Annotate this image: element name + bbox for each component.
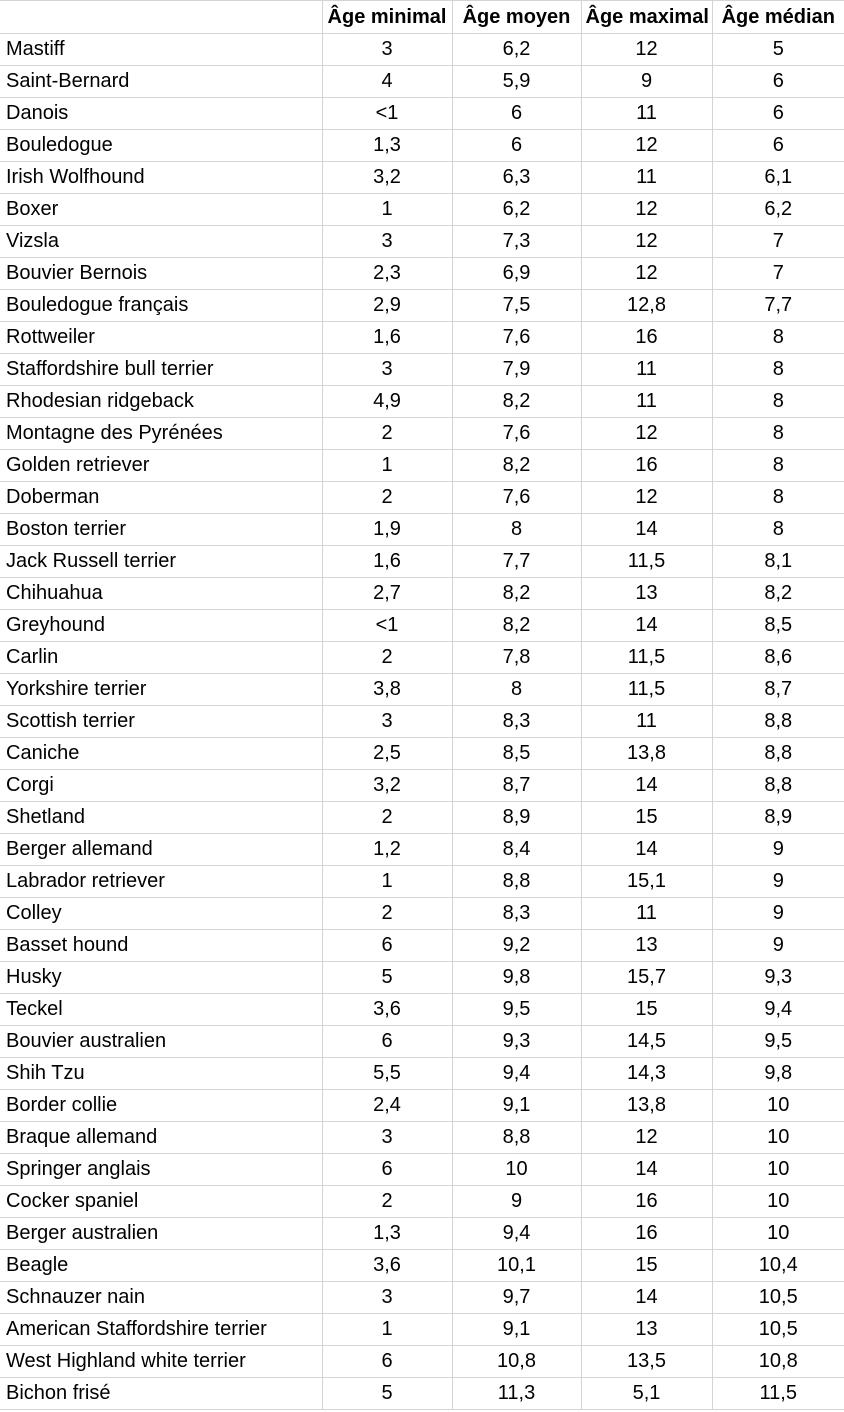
median-age-cell[interactable]: 8,1 bbox=[712, 546, 844, 578]
max-age-cell[interactable]: 15 bbox=[581, 1250, 712, 1282]
median-age-cell[interactable]: 7 bbox=[712, 258, 844, 290]
median-age-cell[interactable]: 10 bbox=[712, 1090, 844, 1122]
breed-name-cell[interactable]: American Staffordshire terrier bbox=[0, 1314, 322, 1346]
max-age-cell[interactable]: 11 bbox=[581, 898, 712, 930]
min-age-cell[interactable]: 2 bbox=[322, 1186, 452, 1218]
median-age-cell[interactable]: 11,5 bbox=[712, 1378, 844, 1410]
breed-name-cell[interactable]: Bouvier australien bbox=[0, 1026, 322, 1058]
mean-age-cell[interactable]: 8,4 bbox=[452, 834, 581, 866]
min-age-cell[interactable]: 3,2 bbox=[322, 162, 452, 194]
max-age-cell[interactable]: 15 bbox=[581, 994, 712, 1026]
breed-name-cell[interactable]: Basset hound bbox=[0, 930, 322, 962]
max-age-cell[interactable]: 14 bbox=[581, 1282, 712, 1314]
max-age-cell[interactable]: 11,5 bbox=[581, 546, 712, 578]
table-row bbox=[0, 1186, 844, 1218]
min-age-cell[interactable]: 2 bbox=[322, 898, 452, 930]
median-age-cell[interactable]: 6 bbox=[712, 66, 844, 98]
min-age-cell[interactable]: 3 bbox=[322, 1282, 452, 1314]
median-age-cell[interactable]: 8,6 bbox=[712, 642, 844, 674]
breed-name-cell[interactable]: Bouledogue bbox=[0, 130, 322, 162]
median-age-cell[interactable]: 10,4 bbox=[712, 1250, 844, 1282]
breed-name-cell[interactable]: Montagne des Pyrénées bbox=[0, 418, 322, 450]
min-age-cell[interactable]: 3,2 bbox=[322, 770, 452, 802]
min-age-cell[interactable]: 2 bbox=[322, 642, 452, 674]
min-age-cell[interactable]: 1 bbox=[322, 194, 452, 226]
mean-age-cell[interactable]: 6,2 bbox=[452, 34, 581, 66]
mean-age-cell[interactable]: 8 bbox=[452, 514, 581, 546]
breed-name-cell[interactable]: Scottish terrier bbox=[0, 706, 322, 738]
breed-name-cell[interactable]: Colley bbox=[0, 898, 322, 930]
mean-age-cell[interactable]: 9,3 bbox=[452, 1026, 581, 1058]
max-age-cell[interactable]: 12 bbox=[581, 194, 712, 226]
max-age-cell[interactable]: 13,5 bbox=[581, 1346, 712, 1378]
min-age-cell[interactable]: 1,3 bbox=[322, 130, 452, 162]
table-row bbox=[0, 194, 844, 226]
mean-age-cell[interactable]: 8,3 bbox=[452, 706, 581, 738]
breed-name-cell[interactable]: Springer anglais bbox=[0, 1154, 322, 1186]
min-age-cell[interactable]: 1,6 bbox=[322, 546, 452, 578]
mean-age-cell[interactable]: 7,9 bbox=[452, 354, 581, 386]
breed-name-cell[interactable]: Danois bbox=[0, 98, 322, 130]
median-age-cell[interactable]: 8,8 bbox=[712, 706, 844, 738]
table-row bbox=[0, 610, 844, 642]
min-age-cell[interactable]: 3,8 bbox=[322, 674, 452, 706]
breed-name-cell[interactable]: Bouvier Bernois bbox=[0, 258, 322, 290]
median-age-cell[interactable]: 8 bbox=[712, 450, 844, 482]
max-age-cell[interactable]: 15,7 bbox=[581, 962, 712, 994]
max-age-cell[interactable]: 12 bbox=[581, 34, 712, 66]
breed-name-cell[interactable]: Yorkshire terrier bbox=[0, 674, 322, 706]
breed-name-cell[interactable]: Labrador retriever bbox=[0, 866, 322, 898]
max-age-cell[interactable]: 9 bbox=[581, 66, 712, 98]
min-age-cell[interactable]: 3 bbox=[322, 1122, 452, 1154]
breed-name-cell[interactable]: Braque allemand bbox=[0, 1122, 322, 1154]
max-age-cell[interactable]: 14 bbox=[581, 834, 712, 866]
min-age-cell[interactable]: 2,3 bbox=[322, 258, 452, 290]
mean-age-cell[interactable]: 6 bbox=[452, 130, 581, 162]
breed-name-cell[interactable]: Doberman bbox=[0, 482, 322, 514]
min-age-cell[interactable]: 2 bbox=[322, 482, 452, 514]
median-age-cell[interactable]: 8 bbox=[712, 322, 844, 354]
table-row bbox=[0, 962, 844, 994]
max-age-cell[interactable]: 14 bbox=[581, 770, 712, 802]
max-age-cell[interactable]: 16 bbox=[581, 1186, 712, 1218]
mean-age-cell[interactable]: 8,2 bbox=[452, 450, 581, 482]
min-age-cell[interactable]: 4 bbox=[322, 66, 452, 98]
max-age-cell[interactable]: 5,1 bbox=[581, 1378, 712, 1410]
min-age-cell[interactable]: 5,5 bbox=[322, 1058, 452, 1090]
median-age-cell[interactable]: 8 bbox=[712, 386, 844, 418]
mean-age-cell[interactable]: 8,8 bbox=[452, 866, 581, 898]
min-age-cell[interactable]: 1,3 bbox=[322, 1218, 452, 1250]
median-age-cell[interactable]: 8,8 bbox=[712, 738, 844, 770]
min-age-cell[interactable]: 3 bbox=[322, 706, 452, 738]
table-row bbox=[0, 482, 844, 514]
min-age-cell[interactable]: 3,6 bbox=[322, 994, 452, 1026]
table-row bbox=[0, 354, 844, 386]
median-age-cell[interactable]: 8,8 bbox=[712, 770, 844, 802]
median-age-cell[interactable]: 10 bbox=[712, 1218, 844, 1250]
breed-name-cell[interactable]: Carlin bbox=[0, 642, 322, 674]
min-age-cell[interactable]: 2 bbox=[322, 802, 452, 834]
min-age-cell[interactable]: 2,7 bbox=[322, 578, 452, 610]
min-age-cell[interactable]: 6 bbox=[322, 1346, 452, 1378]
breed-name-cell[interactable]: Golden retriever bbox=[0, 450, 322, 482]
median-age-cell[interactable]: 8,2 bbox=[712, 578, 844, 610]
mean-age-cell[interactable]: 7,3 bbox=[452, 226, 581, 258]
table-row bbox=[0, 994, 844, 1026]
table-row bbox=[0, 1058, 844, 1090]
max-age-cell[interactable]: 15 bbox=[581, 802, 712, 834]
table-row bbox=[0, 418, 844, 450]
table-row bbox=[0, 770, 844, 802]
max-age-cell[interactable]: 12 bbox=[581, 130, 712, 162]
median-age-cell[interactable]: 6 bbox=[712, 98, 844, 130]
breed-name-cell[interactable]: Irish Wolfhound bbox=[0, 162, 322, 194]
mean-age-cell[interactable]: 9,8 bbox=[452, 962, 581, 994]
breed-name-cell[interactable]: Bichon frisé bbox=[0, 1378, 322, 1410]
median-age-cell[interactable]: 7,7 bbox=[712, 290, 844, 322]
table-row bbox=[0, 514, 844, 546]
table-row bbox=[0, 226, 844, 258]
breed-name-cell[interactable]: Beagle bbox=[0, 1250, 322, 1282]
mean-age-cell[interactable]: 8 bbox=[452, 674, 581, 706]
median-age-cell[interactable]: 7 bbox=[712, 226, 844, 258]
min-age-cell[interactable]: 2,9 bbox=[322, 290, 452, 322]
mean-age-cell[interactable]: 10,1 bbox=[452, 1250, 581, 1282]
breed-name-cell[interactable]: Shetland bbox=[0, 802, 322, 834]
min-age-cell[interactable]: <1 bbox=[322, 98, 452, 130]
min-age-cell[interactable]: 2 bbox=[322, 418, 452, 450]
max-age-cell[interactable]: 16 bbox=[581, 450, 712, 482]
min-age-cell[interactable]: 4,9 bbox=[322, 386, 452, 418]
min-age-cell[interactable]: 1 bbox=[322, 866, 452, 898]
max-age-cell[interactable]: 11 bbox=[581, 706, 712, 738]
table-row bbox=[0, 866, 844, 898]
header-median-age[interactable]: Âge médian bbox=[712, 1, 844, 34]
table-row bbox=[0, 130, 844, 162]
breed-name-cell[interactable]: Bouledogue français bbox=[0, 290, 322, 322]
median-age-cell[interactable]: 8 bbox=[712, 354, 844, 386]
median-age-cell[interactable]: 6,1 bbox=[712, 162, 844, 194]
median-age-cell[interactable]: 8 bbox=[712, 418, 844, 450]
min-age-cell[interactable]: 3 bbox=[322, 354, 452, 386]
breed-name-cell[interactable]: Schnauzer nain bbox=[0, 1282, 322, 1314]
table-row bbox=[0, 162, 844, 194]
min-age-cell[interactable]: 3,6 bbox=[322, 1250, 452, 1282]
mean-age-cell[interactable]: 8,2 bbox=[452, 578, 581, 610]
mean-age-cell[interactable]: 9,7 bbox=[452, 1282, 581, 1314]
max-age-cell[interactable]: 12 bbox=[581, 1122, 712, 1154]
table-row bbox=[0, 1282, 844, 1314]
table-row bbox=[0, 450, 844, 482]
breed-name-cell[interactable]: Rottweiler bbox=[0, 322, 322, 354]
breed-name-cell[interactable]: Shih Tzu bbox=[0, 1058, 322, 1090]
max-age-cell[interactable]: 14,5 bbox=[581, 1026, 712, 1058]
max-age-cell[interactable]: 11 bbox=[581, 386, 712, 418]
median-age-cell[interactable]: 10,5 bbox=[712, 1282, 844, 1314]
min-age-cell[interactable]: 2,5 bbox=[322, 738, 452, 770]
breed-name-cell[interactable]: Corgi bbox=[0, 770, 322, 802]
table-row bbox=[0, 578, 844, 610]
mean-age-cell[interactable]: 6,2 bbox=[452, 194, 581, 226]
median-age-cell[interactable]: 9 bbox=[712, 930, 844, 962]
max-age-cell[interactable]: 14 bbox=[581, 514, 712, 546]
max-age-cell[interactable]: 11,5 bbox=[581, 642, 712, 674]
breed-name-cell[interactable]: Staffordshire bull terrier bbox=[0, 354, 322, 386]
mean-age-cell[interactable]: 6,3 bbox=[452, 162, 581, 194]
max-age-cell[interactable]: 11,5 bbox=[581, 674, 712, 706]
median-age-cell[interactable]: 9 bbox=[712, 898, 844, 930]
breed-name-cell[interactable]: West Highland white terrier bbox=[0, 1346, 322, 1378]
table-row bbox=[0, 1090, 844, 1122]
breed-name-cell[interactable]: Rhodesian ridgeback bbox=[0, 386, 322, 418]
median-age-cell[interactable]: 9 bbox=[712, 834, 844, 866]
mean-age-cell[interactable]: 7,6 bbox=[452, 482, 581, 514]
table-row bbox=[0, 258, 844, 290]
max-age-cell[interactable]: 11 bbox=[581, 354, 712, 386]
mean-age-cell[interactable]: 9,5 bbox=[452, 994, 581, 1026]
mean-age-cell[interactable]: 9,1 bbox=[452, 1090, 581, 1122]
header-min-age[interactable]: Âge minimal bbox=[322, 1, 452, 34]
median-age-cell[interactable]: 9,4 bbox=[712, 994, 844, 1026]
max-age-cell[interactable]: 15,1 bbox=[581, 866, 712, 898]
table-row bbox=[0, 930, 844, 962]
breed-name-cell[interactable]: Border collie bbox=[0, 1090, 322, 1122]
max-age-cell[interactable]: 13,8 bbox=[581, 738, 712, 770]
min-age-cell[interactable]: 1 bbox=[322, 450, 452, 482]
max-age-cell[interactable]: 16 bbox=[581, 322, 712, 354]
min-age-cell[interactable]: 5 bbox=[322, 1378, 452, 1410]
table-row bbox=[0, 1314, 844, 1346]
breed-name-cell[interactable]: Teckel bbox=[0, 994, 322, 1026]
table-row bbox=[0, 802, 844, 834]
mean-age-cell[interactable]: 5,9 bbox=[452, 66, 581, 98]
mean-age-cell[interactable]: 9,4 bbox=[452, 1218, 581, 1250]
min-age-cell[interactable]: 6 bbox=[322, 1154, 452, 1186]
median-age-cell[interactable]: 6,2 bbox=[712, 194, 844, 226]
mean-age-cell[interactable]: 8,2 bbox=[452, 386, 581, 418]
max-age-cell[interactable]: 12 bbox=[581, 226, 712, 258]
breed-name-cell[interactable]: Jack Russell terrier bbox=[0, 546, 322, 578]
breed-name-cell[interactable]: Cocker spaniel bbox=[0, 1186, 322, 1218]
header-breed[interactable] bbox=[0, 1, 322, 34]
max-age-cell[interactable]: 12 bbox=[581, 418, 712, 450]
max-age-cell[interactable]: 16 bbox=[581, 1218, 712, 1250]
min-age-cell[interactable]: 1,9 bbox=[322, 514, 452, 546]
median-age-cell[interactable]: 9,3 bbox=[712, 962, 844, 994]
median-age-cell[interactable]: 6 bbox=[712, 130, 844, 162]
min-age-cell[interactable]: 6 bbox=[322, 930, 452, 962]
breed-name-cell[interactable]: Vizsla bbox=[0, 226, 322, 258]
table-row bbox=[0, 1122, 844, 1154]
mean-age-cell[interactable]: 7,7 bbox=[452, 546, 581, 578]
table-body bbox=[0, 34, 844, 1410]
table-row bbox=[0, 1218, 844, 1250]
median-age-cell[interactable]: 9,8 bbox=[712, 1058, 844, 1090]
mean-age-cell[interactable]: 7,5 bbox=[452, 290, 581, 322]
table-row bbox=[0, 290, 844, 322]
max-age-cell[interactable]: 14 bbox=[581, 610, 712, 642]
table-row bbox=[0, 674, 844, 706]
table-row bbox=[0, 322, 844, 354]
breed-name-cell[interactable]: Berger allemand bbox=[0, 834, 322, 866]
breed-name-cell[interactable]: Boston terrier bbox=[0, 514, 322, 546]
min-age-cell[interactable]: 3 bbox=[322, 226, 452, 258]
max-age-cell[interactable]: 14,3 bbox=[581, 1058, 712, 1090]
table-row bbox=[0, 1026, 844, 1058]
median-age-cell[interactable]: 8 bbox=[712, 514, 844, 546]
max-age-cell[interactable]: 13 bbox=[581, 578, 712, 610]
min-age-cell[interactable]: 6 bbox=[322, 1026, 452, 1058]
table-row bbox=[0, 898, 844, 930]
mean-age-cell[interactable]: 9,4 bbox=[452, 1058, 581, 1090]
table-row bbox=[0, 546, 844, 578]
table-row bbox=[0, 834, 844, 866]
breed-name-cell[interactable]: Chihuahua bbox=[0, 578, 322, 610]
min-age-cell[interactable]: 1,6 bbox=[322, 322, 452, 354]
mean-age-cell[interactable]: 8,7 bbox=[452, 770, 581, 802]
min-age-cell[interactable]: 1 bbox=[322, 1314, 452, 1346]
breed-name-cell[interactable]: Caniche bbox=[0, 738, 322, 770]
median-age-cell[interactable]: 5 bbox=[712, 34, 844, 66]
min-age-cell[interactable]: 3 bbox=[322, 34, 452, 66]
mean-age-cell[interactable]: 6,9 bbox=[452, 258, 581, 290]
mean-age-cell[interactable]: 10,8 bbox=[452, 1346, 581, 1378]
mean-age-cell[interactable]: 7,6 bbox=[452, 322, 581, 354]
mean-age-cell[interactable]: 8,5 bbox=[452, 738, 581, 770]
table-row bbox=[0, 66, 844, 98]
min-age-cell[interactable]: 5 bbox=[322, 962, 452, 994]
mean-age-cell[interactable]: 10 bbox=[452, 1154, 581, 1186]
breed-name-cell[interactable]: Saint-Bernard bbox=[0, 66, 322, 98]
min-age-cell[interactable]: <1 bbox=[322, 610, 452, 642]
min-age-cell[interactable]: 2,4 bbox=[322, 1090, 452, 1122]
median-age-cell[interactable]: 8,5 bbox=[712, 610, 844, 642]
breed-name-cell[interactable]: Greyhound bbox=[0, 610, 322, 642]
max-age-cell[interactable]: 13,8 bbox=[581, 1090, 712, 1122]
table-row bbox=[0, 1378, 844, 1410]
max-age-cell[interactable]: 13 bbox=[581, 930, 712, 962]
mean-age-cell[interactable]: 11,3 bbox=[452, 1378, 581, 1410]
table-row bbox=[0, 386, 844, 418]
breed-name-cell[interactable]: Boxer bbox=[0, 194, 322, 226]
max-age-cell[interactable]: 11 bbox=[581, 162, 712, 194]
breed-name-cell[interactable]: Mastiff bbox=[0, 34, 322, 66]
table-row bbox=[0, 1250, 844, 1282]
table-row bbox=[0, 1346, 844, 1378]
median-age-cell[interactable]: 8 bbox=[712, 482, 844, 514]
median-age-cell[interactable]: 10,5 bbox=[712, 1314, 844, 1346]
mean-age-cell[interactable]: 8,2 bbox=[452, 610, 581, 642]
breed-name-cell[interactable]: Husky bbox=[0, 962, 322, 994]
median-age-cell[interactable]: 9,5 bbox=[712, 1026, 844, 1058]
table-row bbox=[0, 706, 844, 738]
header-max-age[interactable]: Âge maximal bbox=[581, 1, 712, 34]
mean-age-cell[interactable]: 8,8 bbox=[452, 1122, 581, 1154]
max-age-cell[interactable]: 11 bbox=[581, 98, 712, 130]
min-age-cell[interactable]: 1,2 bbox=[322, 834, 452, 866]
mean-age-cell[interactable]: 6 bbox=[452, 98, 581, 130]
median-age-cell[interactable]: 8,9 bbox=[712, 802, 844, 834]
mean-age-cell[interactable]: 8,3 bbox=[452, 898, 581, 930]
table-row bbox=[0, 738, 844, 770]
mean-age-cell[interactable]: 7,8 bbox=[452, 642, 581, 674]
median-age-cell[interactable]: 10 bbox=[712, 1186, 844, 1218]
median-age-cell[interactable]: 9 bbox=[712, 866, 844, 898]
mean-age-cell[interactable]: 9,2 bbox=[452, 930, 581, 962]
median-age-cell[interactable]: 8,7 bbox=[712, 674, 844, 706]
table-row bbox=[0, 1154, 844, 1186]
table-row bbox=[0, 642, 844, 674]
mean-age-cell[interactable]: 9,1 bbox=[452, 1314, 581, 1346]
max-age-cell[interactable]: 12 bbox=[581, 482, 712, 514]
table-row bbox=[0, 98, 844, 130]
table-row bbox=[0, 34, 844, 66]
mean-age-cell[interactable]: 7,6 bbox=[452, 418, 581, 450]
max-age-cell[interactable]: 12 bbox=[581, 258, 712, 290]
max-age-cell[interactable]: 14 bbox=[581, 1154, 712, 1186]
mean-age-cell[interactable]: 9 bbox=[452, 1186, 581, 1218]
median-age-cell[interactable]: 10 bbox=[712, 1122, 844, 1154]
header-mean-age[interactable]: Âge moyen bbox=[452, 1, 581, 34]
header-row bbox=[0, 1, 844, 34]
median-age-cell[interactable]: 10 bbox=[712, 1154, 844, 1186]
max-age-cell[interactable]: 12,8 bbox=[581, 290, 712, 322]
breed-name-cell[interactable]: Berger australien bbox=[0, 1218, 322, 1250]
mean-age-cell[interactable]: 8,9 bbox=[452, 802, 581, 834]
max-age-cell[interactable]: 13 bbox=[581, 1314, 712, 1346]
median-age-cell[interactable]: 10,8 bbox=[712, 1346, 844, 1378]
